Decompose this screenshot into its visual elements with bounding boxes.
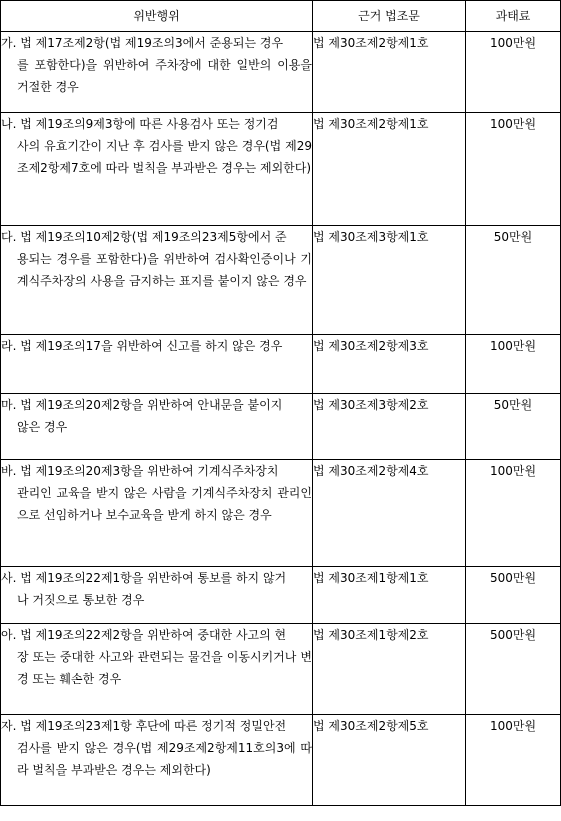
fine-cell: 50만원 bbox=[466, 226, 561, 335]
violation-cell bbox=[1, 113, 313, 226]
violation-text-first: 라. 법 제19조의17을 위반하여 신고를 하지 않은 경우 bbox=[1, 339, 283, 353]
violation-text-first: 사. 법 제19조의22제1항을 위반하여 통보를 하지 않거 bbox=[1, 571, 287, 585]
basis-cell: 법 제30조제2항제4호 bbox=[313, 460, 466, 567]
table-row bbox=[1, 113, 561, 226]
violation-text-first: 아. 법 제19조의22제2항을 위반하여 중대한 사고의 현 bbox=[1, 628, 287, 642]
header-fine: 과태료 bbox=[466, 1, 561, 32]
fine-cell: 100만원 bbox=[466, 460, 561, 567]
header-violation: 위반행위 bbox=[1, 1, 313, 32]
basis-cell: 법 제30조제1항제2호 bbox=[313, 624, 466, 715]
basis-cell: 법 제30조제3항제2호 bbox=[313, 394, 466, 460]
table-row bbox=[1, 32, 561, 113]
violation-text-rest: 검사를 받지 않은 경우(법 제29조제2항제11호의3에 따라 벌칙을 부과받은 경우는 제외한다) bbox=[17, 741, 312, 777]
violation-text-rest: 관리인 교육을 받지 않은 사람을 기계식주차장치 관리인으로 선임하거나 보수교육을 받게 하지 않은 경우 bbox=[17, 486, 312, 522]
violation-text-rest: 용되는 경우를 포함한다)을 위반하여 검사확인증이나 기계식주차장의 사용을 금지하는 표지를 붙이지 않은 경우 bbox=[17, 252, 312, 288]
fine-cell: 100만원 bbox=[466, 32, 561, 113]
table-header bbox=[1, 1, 561, 32]
violation-text-first: 다. 법 제19조의10제2항(법 제19조의23제5항에서 준 bbox=[1, 230, 287, 244]
table-row bbox=[1, 624, 561, 715]
violation-text-rest: 를 포함한다)을 위반하여 주차장에 대한 일반의 이용을 거절한 경우 bbox=[17, 58, 312, 94]
violation-text-rest: 나 거짓으로 통보한 경우 bbox=[17, 593, 145, 607]
basis-cell: 법 제30조제1항제1호 bbox=[313, 567, 466, 624]
fine-cell: 50만원 bbox=[466, 394, 561, 460]
fine-cell: 100만원 bbox=[466, 715, 561, 806]
table-row bbox=[1, 335, 561, 394]
basis-cell: 법 제30조제2항제5호 bbox=[313, 715, 466, 806]
violation-text-rest: 않은 경우 bbox=[17, 420, 68, 434]
violation-text-rest: 장 또는 중대한 사고와 관련되는 물건을 이동시키거나 변경 또는 훼손한 경우 bbox=[17, 650, 312, 686]
violation-cell bbox=[1, 460, 313, 567]
table-row bbox=[1, 567, 561, 624]
basis-cell: 법 제30조제2항제1호 bbox=[313, 113, 466, 226]
fine-cell: 500만원 bbox=[466, 567, 561, 624]
table-body bbox=[1, 32, 561, 806]
violation-cell bbox=[1, 226, 313, 335]
violation-text-first: 가. 법 제17조제2항(법 제19조의3에서 준용되는 경우 bbox=[1, 36, 284, 50]
violation-text-first: 나. 법 제19조의9제3항에 따른 사용검사 또는 정기검 bbox=[1, 117, 279, 131]
header-row bbox=[1, 1, 561, 32]
violation-cell bbox=[1, 624, 313, 715]
basis-cell: 법 제30조제3항제1호 bbox=[313, 226, 466, 335]
violation-text-first: 자. 법 제19조의23제1항 후단에 따른 정기적 정밀안전 bbox=[1, 719, 287, 733]
fine-cell: 500만원 bbox=[466, 624, 561, 715]
fine-cell: 100만원 bbox=[466, 113, 561, 226]
basis-cell: 법 제30조제2항제3호 bbox=[313, 335, 466, 394]
violation-text-first: 마. 법 제19조의20제2항을 위반하여 안내문을 붙이지 bbox=[1, 398, 283, 412]
violation-text-first: 바. 법 제19조의20제3항을 위반하여 기계식주차장치 bbox=[1, 464, 279, 478]
violation-cell bbox=[1, 335, 313, 394]
violation-cell bbox=[1, 567, 313, 624]
table-row bbox=[1, 226, 561, 335]
table-row bbox=[1, 460, 561, 567]
violation-text-rest: 사의 유효기간이 지난 후 검사를 받지 않은 경우(법 제29조제2항제7호에 따라 벌칙을 부과받은 경우는 제외한다) bbox=[17, 139, 312, 175]
table-row bbox=[1, 394, 561, 460]
violation-cell bbox=[1, 394, 313, 460]
violation-cell bbox=[1, 715, 313, 806]
table-row bbox=[1, 715, 561, 806]
basis-cell: 법 제30조제2항제1호 bbox=[313, 32, 466, 113]
header-basis: 근거 법조문 bbox=[313, 1, 466, 32]
violation-cell bbox=[1, 32, 313, 113]
fine-cell: 100만원 bbox=[466, 335, 561, 394]
